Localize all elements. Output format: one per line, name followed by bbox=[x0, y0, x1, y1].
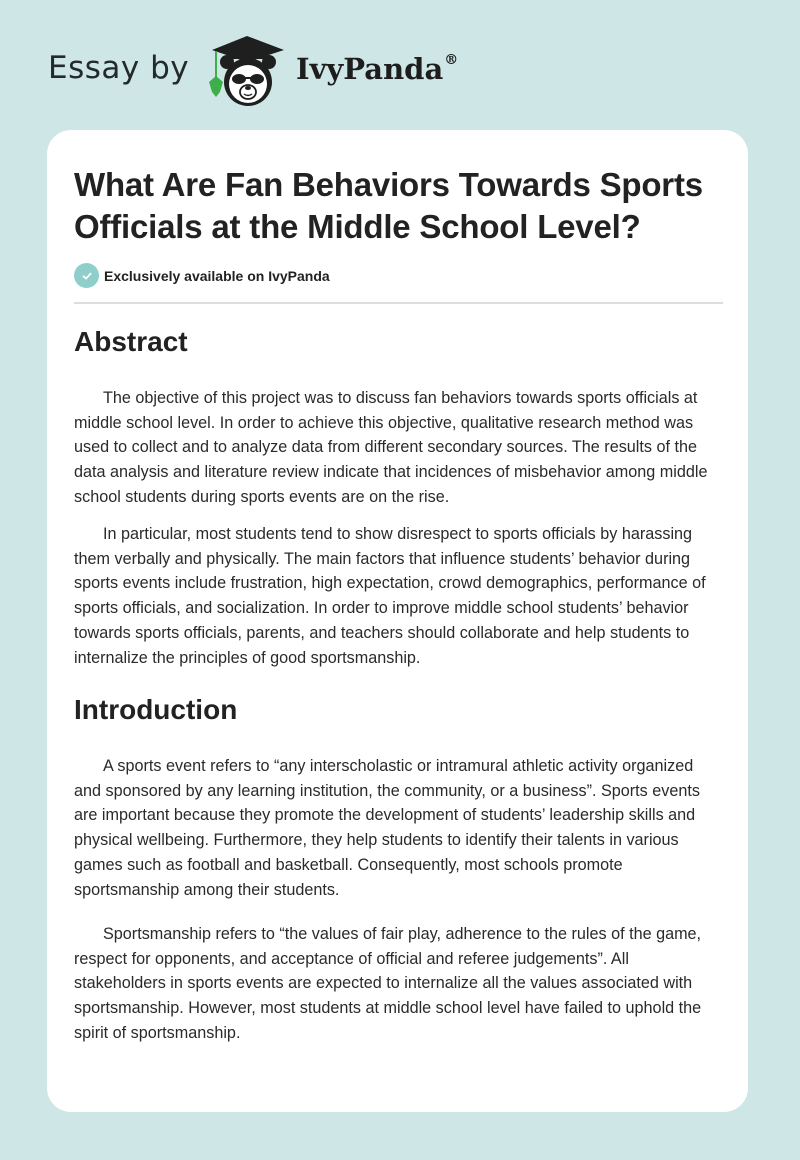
check-circle-icon bbox=[74, 263, 99, 288]
brand-logo-text[interactable]: IvyPanda® bbox=[296, 52, 459, 86]
section-heading-introduction: Introduction bbox=[74, 694, 238, 725]
site-header bbox=[0, 0, 800, 130]
abstract-paragraph-2: In particular, most students tend to show disrespect to sports officials by harassing them verbally and physically. The main factors that influence students’ behavior during sports events include frustration, high expectation, crowd demographics, performance of sports officials, and socialization. In order to improve middle school students’ behavior towards sports officials, parents, and teachers should collaborate and help students to internalize the principles of good sportsmanship. bbox=[74, 525, 706, 667]
abstract-paragraph-1: The objective of this project was to discuss fan behaviors towards sports officials at middle school level. In order to achieve this objective, qualitative research method was used to collect and to analyze data from different secondary sources. The results of the data analysis and literature review indicate that incidences of misbehavior among middle school students during sports events are on the rise. bbox=[74, 389, 708, 506]
divider bbox=[74, 302, 723, 304]
page-title: What Are Fan Behaviors Towards Sports Officials at the Middle School Level? bbox=[74, 166, 703, 245]
essay-by-label: Essay by bbox=[48, 50, 190, 86]
essay-card bbox=[47, 130, 748, 1112]
exclusive-badge bbox=[74, 263, 330, 288]
exclusive-text: Exclusively available on IvyPanda bbox=[104, 267, 330, 284]
panda-graduation-cap-icon[interactable] bbox=[202, 34, 292, 110]
introduction-paragraph-2: Sportsmanship refers to “the values of fair play, adherence to the rules of the game, respect for opponents, and acceptance of official and referee judgements”. All stakeholders in sports events are expected to internalize all the values associated with sportsmanship. However, most students at middle school level have failed to uphold the spirit of sportsmanship. bbox=[74, 925, 702, 1042]
introduction-paragraph-1: A sports event refers to “any interscholastic or intramural athletic activity organized and sponsored by any learning institution, the community, or a business”. Sports events are important because they promote the development of students’ leadership skills and physical wellbeing. Furthermore, they help students to identify their talents in various games such as football and basketball. Consequently, most schools promote sportsmanship among their students. bbox=[74, 757, 700, 899]
section-heading-abstract: Abstract bbox=[74, 326, 188, 357]
